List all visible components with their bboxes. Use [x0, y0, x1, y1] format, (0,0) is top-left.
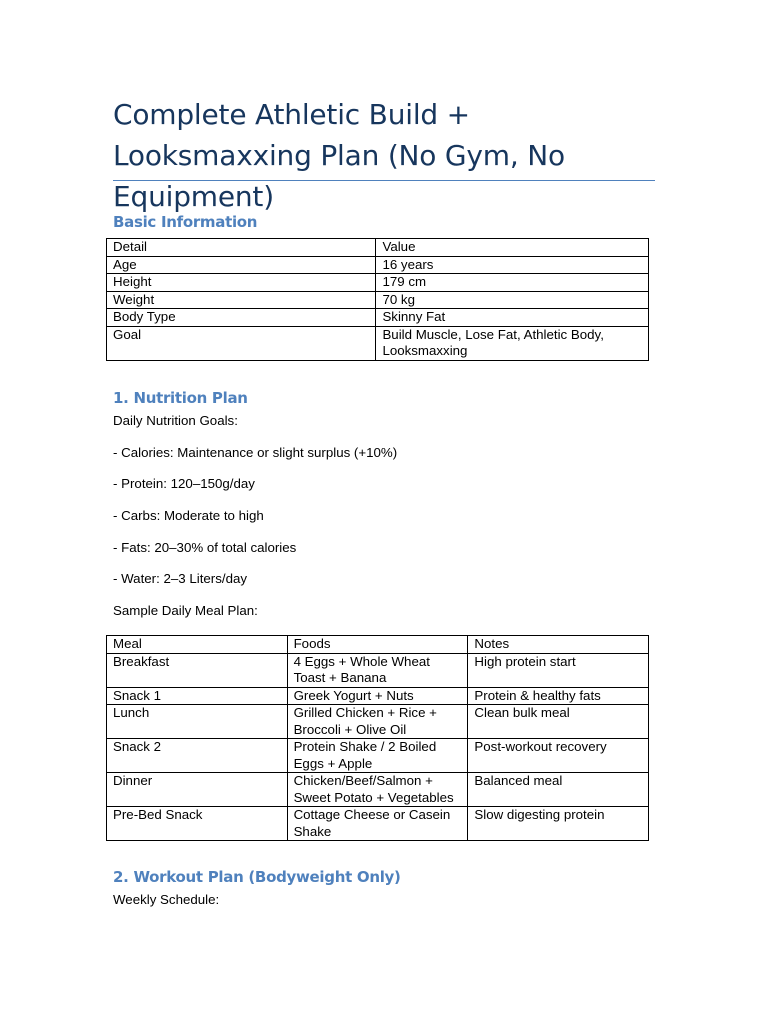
meal-plan-label: Sample Daily Meal Plan: — [113, 603, 258, 618]
meal-cell: Pre-Bed Snack — [107, 807, 288, 841]
column-header-value: Value — [376, 239, 649, 257]
meal-cell: Lunch — [107, 705, 288, 739]
notes-cell: Clean bulk meal — [468, 705, 649, 739]
table-row — [107, 739, 649, 773]
title-underline — [113, 180, 655, 181]
table-header-row — [107, 636, 649, 654]
meal-cell: Snack 1 — [107, 687, 288, 705]
nutrition-goal-water: - Water: 2–3 Liters/day — [113, 571, 248, 586]
detail-cell: Height — [107, 274, 376, 292]
table-row — [107, 256, 649, 274]
document-title: Complete Athletic Build + Looksmaxxing Plan (No Gym, No Equipment) — [113, 98, 565, 213]
foods-cell: 4 Eggs + Whole Wheat Toast + Banana — [287, 653, 468, 687]
nutrition-goal-protein: - Protein: 120–150g/day — [113, 476, 255, 491]
table-row — [107, 705, 649, 739]
notes-cell: Protein & healthy fats — [468, 687, 649, 705]
nutrition-goal-carbs: - Carbs: Moderate to high — [113, 508, 264, 523]
column-header-notes: Notes — [468, 636, 649, 654]
foods-cell: Grilled Chicken + Rice + Broccoli + Olive Oil — [287, 705, 468, 739]
meal-cell: Breakfast — [107, 653, 288, 687]
value-cell: 16 years — [376, 256, 649, 274]
foods-cell: Chicken/Beef/Salmon + Sweet Potato + Vegetables — [287, 773, 468, 807]
value-cell: Skinny Fat — [376, 309, 649, 327]
basic-info-heading: Basic Information — [113, 213, 258, 231]
table-row — [107, 309, 649, 327]
notes-cell: High protein start — [468, 653, 649, 687]
detail-cell: Goal — [107, 326, 376, 360]
detail-cell: Weight — [107, 291, 376, 309]
table-row — [107, 291, 649, 309]
foods-cell: Protein Shake / 2 Boiled Eggs + Apple — [287, 739, 468, 773]
value-cell: 179 cm — [376, 274, 649, 292]
foods-cell: Greek Yogurt + Nuts — [287, 687, 468, 705]
nutrition-heading: 1. Nutrition Plan — [113, 389, 248, 407]
column-header-detail: Detail — [107, 239, 376, 257]
notes-cell: Slow digesting protein — [468, 807, 649, 841]
foods-cell: Cottage Cheese or Casein Shake — [287, 807, 468, 841]
basic-info-table — [106, 238, 649, 361]
workout-heading: 2. Workout Plan (Bodyweight Only) — [113, 868, 401, 886]
table-row — [107, 687, 649, 705]
table-row — [107, 807, 649, 841]
notes-cell: Post-workout recovery — [468, 739, 649, 773]
table-row — [107, 274, 649, 292]
column-header-meal: Meal — [107, 636, 288, 654]
table-header-row — [107, 239, 649, 257]
notes-cell: Balanced meal — [468, 773, 649, 807]
table-row — [107, 773, 649, 807]
table-row — [107, 653, 649, 687]
table-row — [107, 326, 649, 360]
nutrition-goal-calories: - Calories: Maintenance or slight surplus (+10%) — [113, 445, 398, 460]
detail-cell: Age — [107, 256, 376, 274]
meal-plan-table — [106, 635, 649, 841]
nutrition-goal-fats: - Fats: 20–30% of total calories — [113, 540, 297, 555]
value-cell: 70 kg — [376, 291, 649, 309]
nutrition-intro: Daily Nutrition Goals: — [113, 413, 238, 428]
column-header-foods: Foods — [287, 636, 468, 654]
workout-intro: Weekly Schedule: — [113, 892, 220, 907]
meal-cell: Dinner — [107, 773, 288, 807]
value-cell: Build Muscle, Lose Fat, Athletic Body, Looksmaxxing — [376, 326, 649, 360]
meal-cell: Snack 2 — [107, 739, 288, 773]
detail-cell: Body Type — [107, 309, 376, 327]
